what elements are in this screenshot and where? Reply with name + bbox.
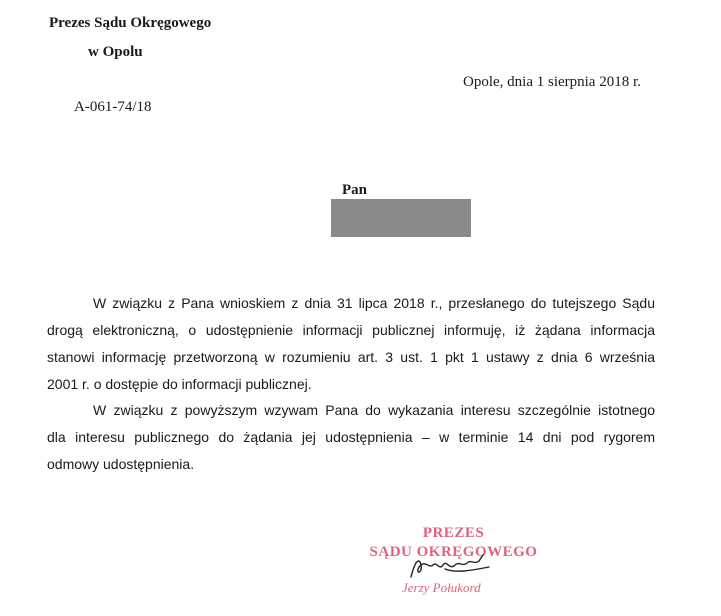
paragraph-1 [47, 290, 655, 398]
court-header: Prezes Sądu Okręgowego [49, 15, 212, 31]
paragraph-2 [47, 397, 655, 478]
paragraph-2-line: odmowy udostępnienia. [47, 456, 195, 472]
stamp-line-2: SĄDU OKRĘGOWEGO [369, 544, 538, 560]
stamp-signatory-name: Jerzy Połukord [402, 580, 481, 595]
stamp-line-1: PREZES [422, 525, 485, 541]
redacted-address-block [331, 199, 471, 237]
paragraph-1-line: W związku z Pana wnioskiem z dnia 31 lipca 2018 r., przesłanego do tutejszego Sądu [93, 295, 655, 311]
paragraph-1-line: drogą elektroniczną, o udostępnienie informacji publicznej informuję, iż żądana informacja [47, 322, 655, 338]
handwritten-signature [405, 551, 495, 583]
paragraph-1-line: 2001 r. o dostępie do informacji publicznej. [47, 376, 312, 392]
addressee-salutation: Pan [342, 182, 368, 198]
paragraph-1-line: stanowi informację przetworzoną w rozumieniu art. 3 ust. 1 pkt 1 ustawy z dnia 6 września [47, 349, 655, 365]
paragraph-2-line: W związku z powyższym wzywam Pana do wykazania interesu szczególnie istotnego [93, 402, 655, 418]
court-city: w Opolu [88, 44, 143, 60]
paragraph-2-line: dla interesu publicznego do żądania jej udostępnienia – w terminie 14 dni pod rygorem [47, 429, 655, 445]
place-date: Opole, dnia 1 sierpnia 2018 r. [463, 74, 641, 90]
reference-number: A-061-74/18 [74, 99, 152, 115]
